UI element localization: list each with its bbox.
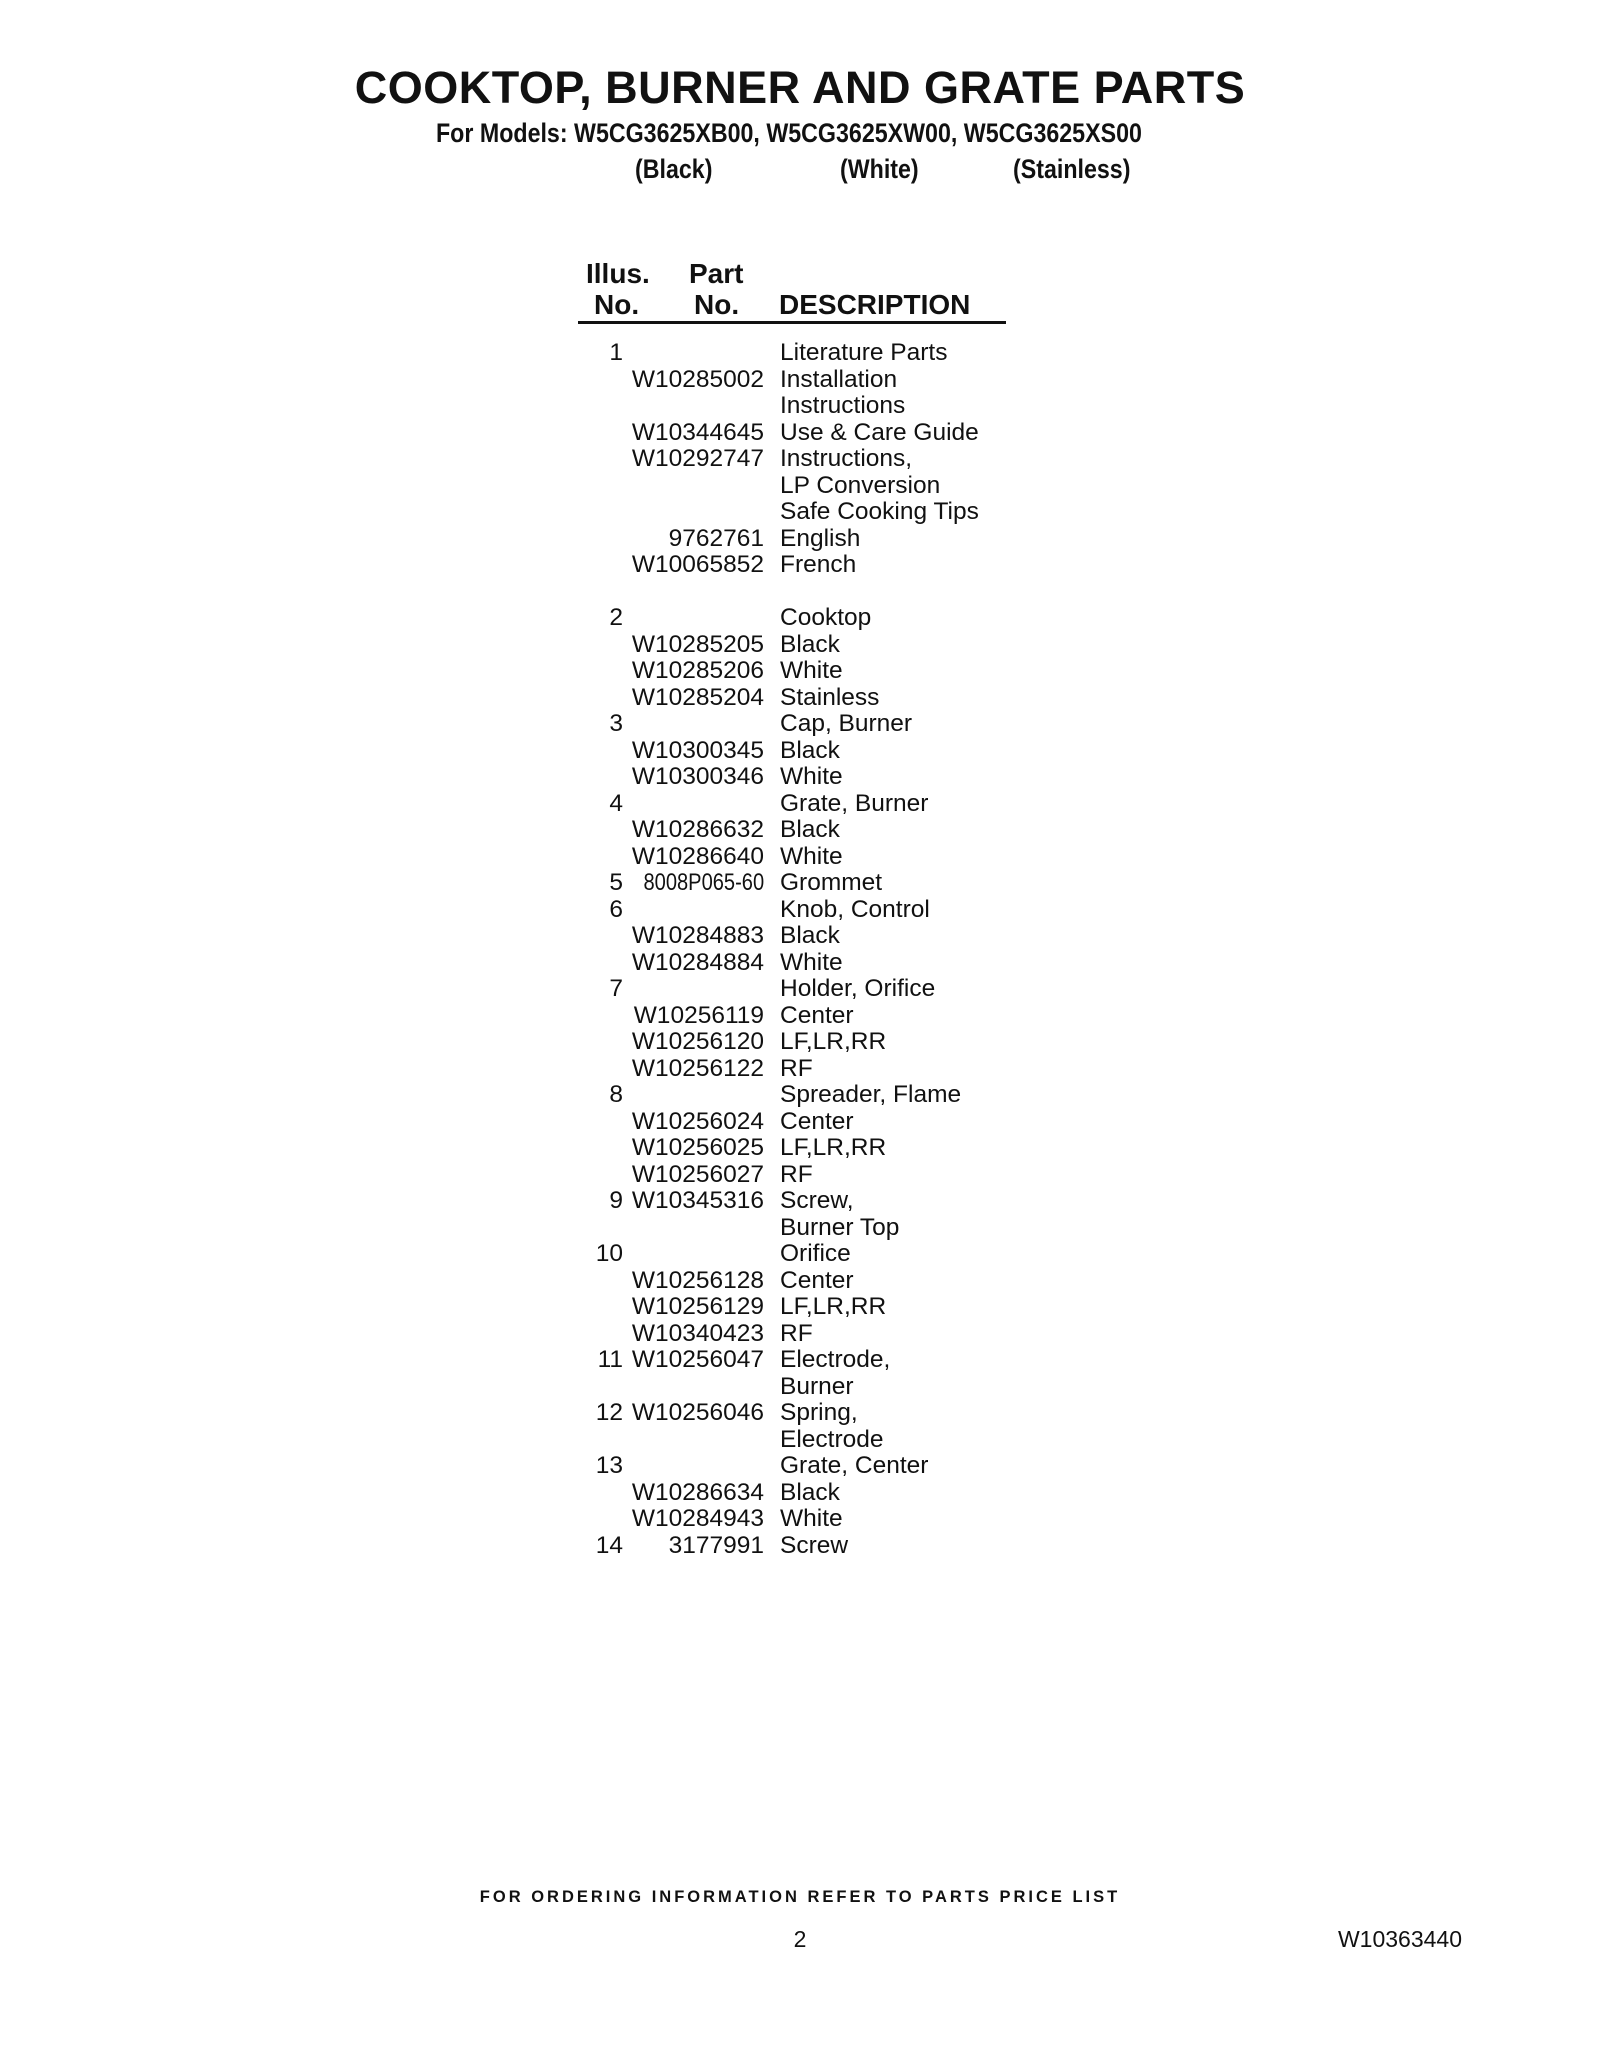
table-row xyxy=(0,1294,1600,1321)
part-number: W10285206 xyxy=(631,657,764,684)
table-row xyxy=(0,1082,1600,1109)
table-row xyxy=(0,738,1600,765)
table-row xyxy=(0,1188,1600,1215)
table-row xyxy=(0,1241,1600,1268)
part-description: Center xyxy=(780,1107,854,1135)
part-number: W10256122 xyxy=(631,1054,764,1082)
illus-number: 8 xyxy=(609,1081,623,1108)
part-description: Grommet xyxy=(780,869,883,896)
table-row xyxy=(0,1347,1600,1374)
table-row xyxy=(0,844,1600,871)
part-description: White xyxy=(780,1505,843,1532)
part-number: W10256025 xyxy=(631,1134,764,1161)
illus-number: 9 xyxy=(609,1187,623,1214)
part-number: W10340423 xyxy=(631,1319,764,1347)
part-description: White xyxy=(780,948,843,976)
table-row xyxy=(0,1162,1600,1189)
table-row xyxy=(0,817,1600,844)
part-number: W10065852 xyxy=(631,551,764,578)
model-color-stainless: (Stainless) xyxy=(1013,154,1131,184)
models-line: For Models: W5CG3625XB00, W5CG3625XW00, W5CG3625XS00 xyxy=(436,118,1142,148)
part-description: Safe Cooking Tips xyxy=(780,498,979,525)
table-row xyxy=(0,1215,1600,1242)
table-row xyxy=(0,897,1600,924)
part-number: W10256129 xyxy=(631,1293,764,1320)
table-row xyxy=(0,1533,1600,1560)
illus-number: 13 xyxy=(595,1452,623,1479)
part-number: 8008P065-60 xyxy=(643,869,764,896)
part-description: LP Conversion xyxy=(780,471,941,499)
part-description: Spreader, Flame xyxy=(780,1081,962,1108)
part-description: Grate, Burner xyxy=(780,789,929,817)
part-number: W10256119 xyxy=(633,1001,764,1029)
part-number: 3177991 xyxy=(668,1531,764,1559)
table-row xyxy=(0,1480,1600,1507)
part-description: Black xyxy=(780,816,840,843)
table-row xyxy=(0,367,1600,394)
header-description: DESCRIPTION xyxy=(779,289,971,320)
part-description: RF xyxy=(780,1054,813,1082)
illus-number: 7 xyxy=(609,975,623,1002)
part-description: Spring, xyxy=(780,1399,858,1426)
part-description: Installation xyxy=(780,365,898,393)
page-number: 2 xyxy=(793,1926,807,1952)
illus-number: 2 xyxy=(609,604,623,631)
table-row xyxy=(0,473,1600,500)
table-row xyxy=(0,1321,1600,1348)
table-row xyxy=(0,711,1600,738)
part-description: Black xyxy=(780,630,840,658)
table-row xyxy=(0,923,1600,950)
part-description: Center xyxy=(780,1266,854,1294)
table-row xyxy=(0,764,1600,791)
table-row xyxy=(0,1135,1600,1162)
ordering-note: FOR ORDERING INFORMATION REFER TO PARTS PRICE LIST xyxy=(479,1888,1121,1906)
part-number: W10300346 xyxy=(631,763,764,790)
part-description: Instructions, xyxy=(780,445,913,472)
part-number: W10284883 xyxy=(631,922,764,949)
table-row xyxy=(0,1056,1600,1083)
page-title: COOKTOP, BURNER AND GRATE PARTS xyxy=(354,62,1246,113)
table-row xyxy=(0,870,1600,897)
part-description: Use & Care Guide xyxy=(780,418,979,446)
table-row xyxy=(0,1029,1600,1056)
table-row xyxy=(0,976,1600,1003)
part-number: W10285002 xyxy=(631,365,764,393)
header-rule xyxy=(578,321,1006,324)
part-description: RF xyxy=(780,1319,813,1347)
part-number: W10286634 xyxy=(631,1478,764,1506)
part-description: White xyxy=(780,763,843,790)
table-row xyxy=(0,420,1600,447)
part-description: Instructions xyxy=(780,392,906,419)
part-description: Electrode, xyxy=(780,1346,891,1373)
table-row xyxy=(0,1109,1600,1136)
model-color-black: (Black) xyxy=(635,154,713,184)
illus-number: 12 xyxy=(595,1399,623,1426)
part-description: French xyxy=(780,551,857,578)
illus-number: 11 xyxy=(597,1346,623,1373)
illus-number: 10 xyxy=(595,1240,623,1267)
parts-list xyxy=(0,340,1600,1559)
table-row xyxy=(0,526,1600,553)
part-description: White xyxy=(780,842,843,870)
part-description: White xyxy=(780,657,843,684)
table-row xyxy=(0,1374,1600,1401)
table-row xyxy=(0,605,1600,632)
part-description: Black xyxy=(780,736,840,764)
part-description: Black xyxy=(780,922,840,949)
part-description: Screw, xyxy=(780,1187,854,1214)
table-row xyxy=(0,685,1600,712)
table-row xyxy=(0,950,1600,977)
part-number: W10256024 xyxy=(631,1107,764,1135)
table-row xyxy=(0,1003,1600,1030)
part-description: Holder, Orifice xyxy=(780,975,936,1002)
table-row xyxy=(0,552,1600,579)
part-number: W10256047 xyxy=(631,1346,764,1373)
illus-number: 3 xyxy=(609,710,623,737)
illus-number: 1 xyxy=(609,339,623,366)
part-description: Literature Parts xyxy=(780,339,948,366)
part-description: Stainless xyxy=(780,683,880,711)
illus-number: 5 xyxy=(609,869,623,896)
table-row xyxy=(0,1506,1600,1533)
header-part-bottom: No. xyxy=(694,289,740,320)
header-illus-bottom: No. xyxy=(594,289,640,320)
table-row xyxy=(0,1427,1600,1454)
table-row xyxy=(0,658,1600,685)
part-description: LF,LR,RR xyxy=(780,1028,887,1055)
part-description: LF,LR,RR xyxy=(780,1293,887,1320)
part-description: Grate, Center xyxy=(780,1452,929,1479)
table-row xyxy=(0,1453,1600,1480)
part-description: Cap, Burner xyxy=(780,710,913,737)
illus-number: 4 xyxy=(609,789,623,817)
table-row xyxy=(0,393,1600,420)
part-description: Burner Top xyxy=(780,1213,900,1241)
document-number: W10363440 xyxy=(1337,1926,1462,1952)
part-description: Burner xyxy=(780,1372,854,1400)
part-number: W10344645 xyxy=(631,418,764,446)
part-description: RF xyxy=(780,1160,813,1188)
illus-number: 14 xyxy=(595,1531,623,1559)
part-description: Electrode xyxy=(780,1425,884,1453)
table-row xyxy=(0,632,1600,659)
part-number: W10285205 xyxy=(631,630,764,658)
part-description: Screw xyxy=(780,1531,849,1559)
part-description: LF,LR,RR xyxy=(780,1134,887,1161)
part-number: W10300345 xyxy=(631,736,764,764)
part-number: W10256120 xyxy=(631,1028,764,1055)
table-row xyxy=(0,499,1600,526)
table-row xyxy=(0,1400,1600,1427)
table-row xyxy=(0,579,1600,606)
part-description: English xyxy=(780,524,861,552)
part-description: Cooktop xyxy=(780,604,872,631)
table-row xyxy=(0,340,1600,367)
part-number: W10284943 xyxy=(631,1505,764,1532)
table-row xyxy=(0,446,1600,473)
header-illus-top: Illus. xyxy=(586,258,650,289)
header-part-top: Part xyxy=(689,258,744,289)
part-number: W10286640 xyxy=(631,842,764,870)
part-number: W10284884 xyxy=(631,948,764,976)
part-description: Black xyxy=(780,1478,840,1506)
part-number: W10256046 xyxy=(631,1399,764,1426)
part-number: 9762761 xyxy=(668,524,764,552)
part-number: W10292747 xyxy=(631,445,764,472)
part-number: W10286632 xyxy=(631,816,764,843)
part-description: Knob, Control xyxy=(780,895,930,923)
part-number: W10285204 xyxy=(631,683,764,711)
part-number: W10256128 xyxy=(631,1266,764,1294)
illus-number: 6 xyxy=(609,895,623,923)
part-number: W10256027 xyxy=(631,1160,764,1188)
table-row xyxy=(0,1268,1600,1295)
part-description: Center xyxy=(780,1001,854,1029)
part-description: Orifice xyxy=(780,1240,851,1267)
table-row xyxy=(0,791,1600,818)
part-number: W10345316 xyxy=(631,1187,764,1214)
model-color-white: (White) xyxy=(840,154,919,184)
